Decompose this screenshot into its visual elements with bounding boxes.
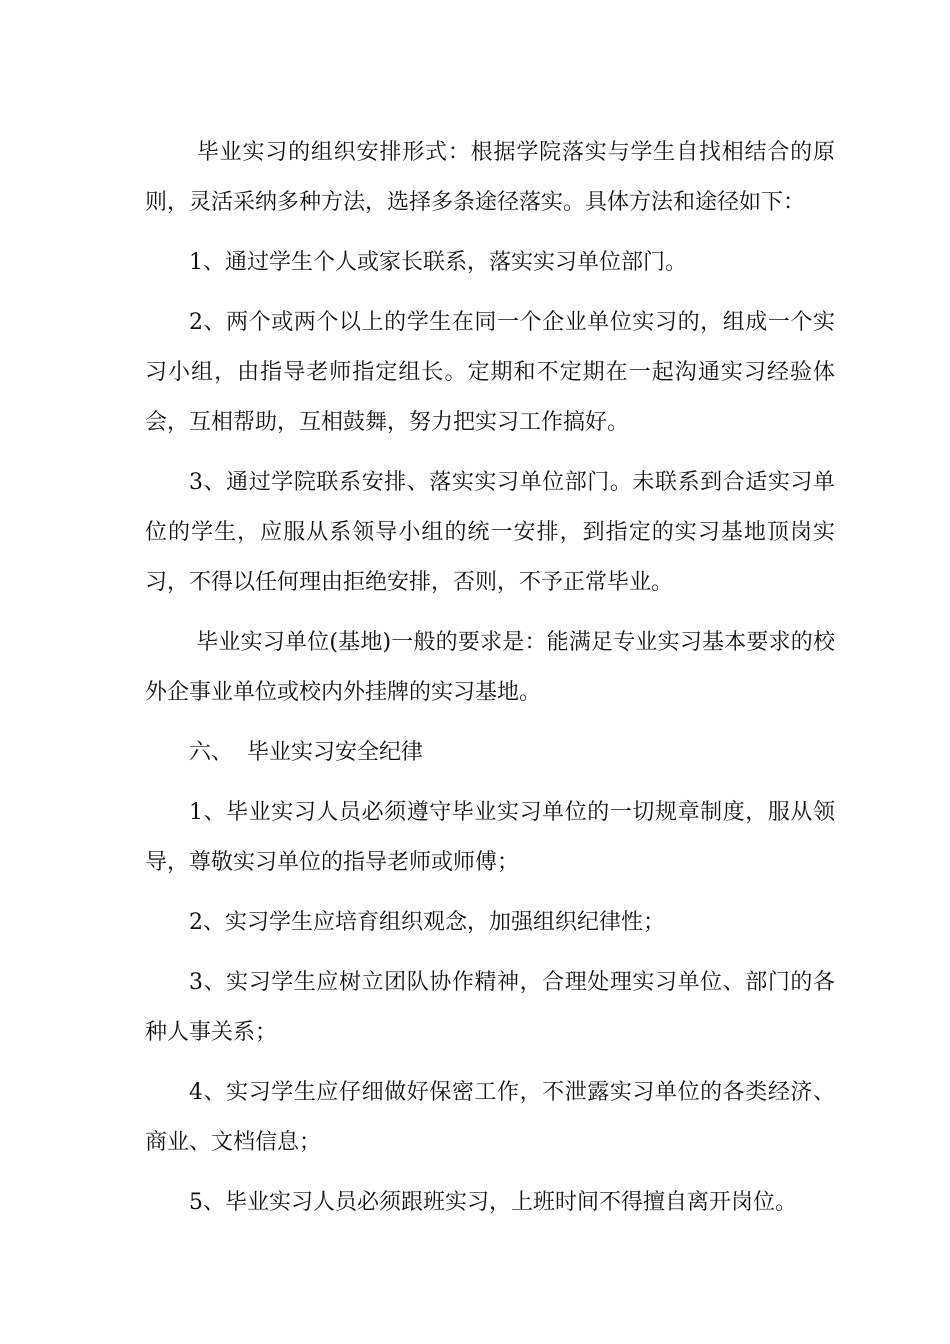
paragraph-rule-2: 2、实习学生应培育组织观念，加强组织纪律性； xyxy=(189,910,665,935)
paragraph-arrangement: 毕业实习的组织安排形式：根据学院落实与学生自找相结合的原则，灵活采纳多种方法，选择多条途径落实。具体方法和途径如下： xyxy=(145,140,835,215)
paragraph-requirements: 毕业实习单位(基地)一般的要求是：能满足专业实习基本要求的校外企事业单位或校内外挂牌的实习基地。 xyxy=(145,630,835,705)
paragraph-rule-4: 4、实习学生应仔细做好保密工作，不泄露实习单位的各类经济、商业、文档信息； xyxy=(145,1080,835,1155)
paragraph-rule-1: 1、毕业实习人员必须遵守毕业实习单位的一切规章制度，服从领导，尊敬实习单位的指导老师或师傅； xyxy=(145,800,835,875)
paragraph-rule-3: 3、实习学生应树立团队协作精神，合理处理实习单位、部门的各种人事关系； xyxy=(145,970,835,1045)
paragraph-item-3: 3、通过学院联系安排、落实实习单位部门。未联系到合适实习单位的学生，应服从系领导小组的统一安排，到指定的实习基地顶岗实习，不得以任何理由拒绝安排，否则，不予正常毕业。 xyxy=(145,470,835,595)
section-heading-six: 六、 毕业实习安全纪律 xyxy=(189,740,423,765)
paragraph-item-2: 2、两个或两个以上的学生在同一个企业单位实习的，组成一个实习小组，由指导老师指定组长。定期和不定期在一起沟通实习经验体会，互相帮助，互相鼓舞，努力把实习工作搞好。 xyxy=(145,310,835,435)
paragraph-item-1: 1、通过学生个人或家长联系，落实实习单位部门。 xyxy=(189,250,687,275)
paragraph-rule-5: 5、毕业实习人员必须跟班实习，上班时间不得擅自离开岗位。 xyxy=(189,1190,797,1215)
document-body xyxy=(145,128,835,1228)
